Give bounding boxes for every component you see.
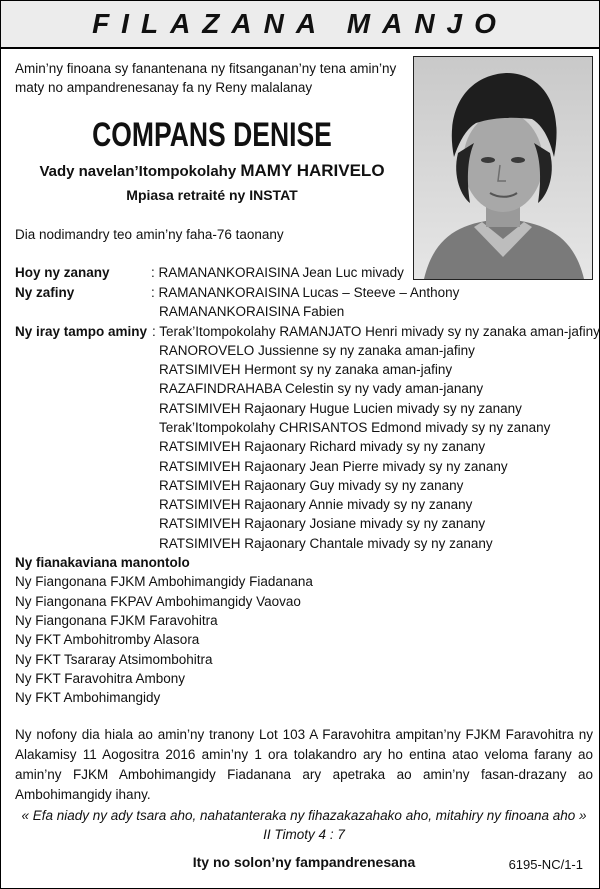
siblings-label: Ny iray tampo aminy	[15, 324, 148, 339]
age-line: Dia nodimandry teo amin’ny faha-76 taonany	[15, 227, 284, 242]
sibling-line: RATSIMIVEH Rajaonary Hugue Lucien mivady sy ny zanany	[159, 401, 522, 416]
header-banner	[1, 1, 599, 49]
sibling-line: RATSIMIVEH Rajaonary Annie mivady sy ny zanany	[159, 497, 473, 512]
family-item: Ny FKT Faravohitra Ambony	[15, 671, 186, 686]
sibling-line: Terak’Itompokolahy CHRISANTOS Edmond mivady sy ny zanany	[159, 420, 551, 435]
ad-reference-code: 6195-NC/1-1	[508, 857, 583, 872]
portrait-image	[414, 57, 592, 279]
family-item: Ny FKT Ambohimangidy	[15, 690, 161, 705]
family-item: Ny Fiangonana FJKM Ambohimangidy Fiadanana	[15, 574, 313, 589]
children-label: Hoy ny zanany	[15, 265, 110, 280]
notice-title: FILAZANA MANJO	[92, 8, 508, 40]
grandchildren-row	[15, 283, 74, 302]
family-section-label: Ny fianakaviana manontolo	[15, 555, 190, 570]
spouse-line	[15, 161, 409, 182]
siblings-row	[15, 322, 147, 341]
children-value: : RAMANANKORAISINA Jean Luc mivady	[151, 265, 404, 280]
sibling-line: RATSIMIVEH Rajaonary Guy mivady sy ny zanany	[159, 478, 464, 493]
grandchildren-value: : RAMANANKORAISINA Lucas – Steeve – Anthony	[151, 285, 460, 300]
family-item: Ny Fiangonana FKPAV Ambohimangidy Vaovao	[15, 594, 301, 609]
portrait-photo	[413, 56, 593, 280]
funeral-details: Ny nofony dia hiala ao amin’ny tranony Lot 103 A Faravohitra ampitan’ny FJKM Faravohitra ny Alakamisy 11 Aogositra 2016 amin’ny 1 ora tolakandro ary ho entina atao veloma farany ao amin’ny FJKM Ambohimangidy Fiadanana ary apetraka ao amin’ny fasan-drazany ao Ambohimangidy ihany.	[15, 727, 593, 802]
closing-signature: Ity no solon’ny fampandrenesana	[192, 854, 416, 870]
sibling-line: RAZAFINDRAHABA Celestin sy ny vady aman-janany	[159, 381, 484, 396]
sibling-line: : Terak’Itompokolahy RAMANJATO Henri mivady sy ny zanaka aman-jafiny	[152, 324, 600, 339]
intro-text: Amin’ny finoana sy fanantenana ny fitsanganan’ny tena amin’ny maty no ampandrenesanay fa ny Reny malalanay	[15, 61, 397, 95]
sibling-line: RANOROVELO Jussienne sy ny zanaka aman-jafiny	[159, 343, 475, 358]
family-item: Ny Fiangonana FJKM Faravohitra	[15, 613, 218, 628]
family-item: Ny FKT Ambohitromby Alasora	[15, 632, 200, 647]
occupation: Mpiasa retraité ny INSTAT	[126, 187, 298, 203]
bible-reference: II Timoty 4 : 7	[263, 827, 345, 842]
sibling-line: RATSIMIVEH Rajaonary Josiane mivady sy ny zanany	[159, 516, 486, 531]
grandchildren-value: RAMANANKORAISINA Fabien	[159, 304, 345, 319]
sibling-line: RATSIMIVEH Hermont sy ny zanaka aman-jafiny	[159, 362, 453, 377]
spouse-name: MAMY HARIVELO	[240, 161, 385, 180]
sibling-line: RATSIMIVEH Rajaonary Chantale mivady sy ny zanany	[159, 536, 493, 551]
children-row	[15, 263, 110, 282]
deceased-name: COMPANS DENISE	[92, 116, 332, 154]
spouse-prefix: Vady navelan’Itompokolahy	[39, 163, 237, 180]
sibling-line: RATSIMIVEH Rajaonary Jean Pierre mivady sy ny zanany	[159, 459, 508, 474]
bible-quote: « Efa niady ny ady tsara aho, nahatanteraka ny fihazakazahako aho, mitahiry ny finoana aho »	[21, 808, 587, 823]
sibling-line: RATSIMIVEH Rajaonary Richard mivady sy ny zanany	[159, 439, 486, 454]
family-item: Ny FKT Tsararay Atsimombohitra	[15, 652, 213, 667]
grandchildren-label: Ny zafiny	[15, 285, 75, 300]
